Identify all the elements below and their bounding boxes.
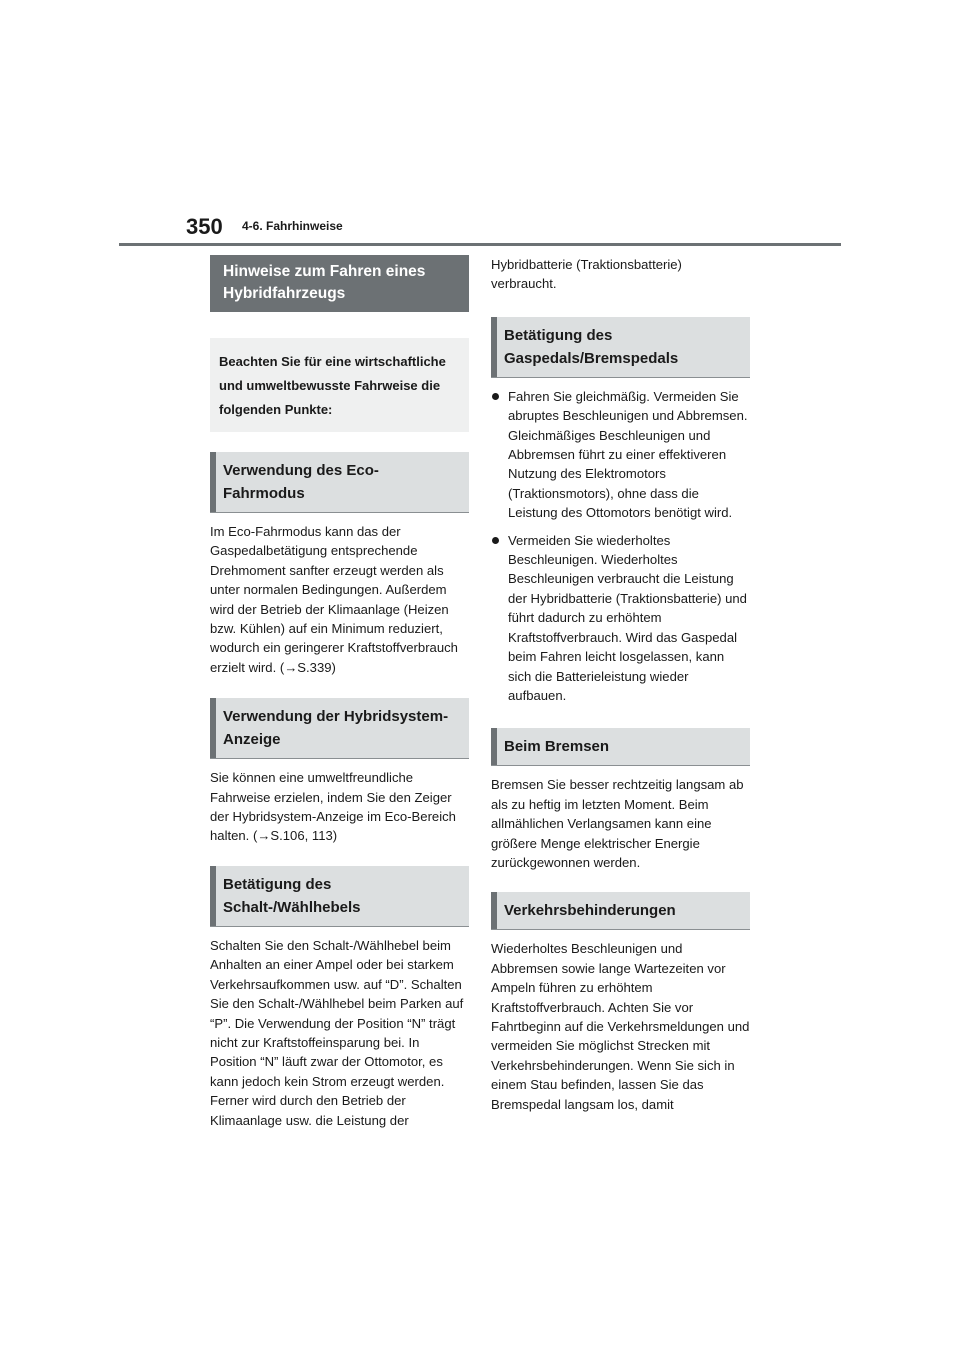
paragraph-eco-mode: Im Eco-Fahrmodus kann das der Gaspedalbetätigung entsprechende Drehmoment sanfter erzeugt werden als unter normalen Bedingungen. Außerdem wird der Betrieb der Klimaanlage (Heizen bzw. Kühlen) auf ein Minimum reduziert, wodurch ein geringerer Kraftstoffverbrauch erzielt wird. (→S.339) [210, 524, 458, 675]
heading-braking: Beim Bremsen [491, 728, 750, 766]
list-item [491, 531, 750, 706]
paragraph-hybrid-indicator: Sie können eine umweltfreundliche Fahrweise erzielen, indem Sie den Zeiger der Hybridsystem-Anzeige im Eco-Bereich halten. (→S.106, 113) [210, 770, 456, 844]
page-number: 350 [186, 214, 223, 239]
bullet-text: Fahren Sie gleichmäßig. Vermeiden Sie abruptes Beschleunigen und Abbremsen. Gleichmäßiges Beschleunigen und Abbremsen führt zu einer effektiveren Nutzung des Elektromotors (Traktionsmotors), ohne dass die Leistung des Ottomotors benötigt wird. [508, 388, 748, 521]
bullet-dot-icon [492, 537, 499, 544]
main-title-box: Hinweise zum Fahren eines Hybridfahrzeugs [210, 255, 469, 312]
paragraph-traffic: Wiederholtes Beschleunigen und Abbremsen sowie lange Wartezeiten vor Ampeln führen zu erhöhtem Kraftstoffverbrauch. Achten Sie vor Fahrtbeginn auf die Verkehrsmeldungen und vermeiden Sie möglichst Strecken mit Verkehrsbehinderungen. Wenn Sie sich in einem Stau befinden, lassen Sie das Bremspedal langsam los, damit [491, 941, 750, 1112]
list-item [491, 387, 750, 523]
pedal-bullet-list [491, 387, 750, 706]
heading-shift-lever: Betätigung des Schalt-/Wählhebels [210, 866, 469, 927]
paragraph-continuation: Hybridbatterie (Traktionsbatterie) verbraucht. [491, 257, 682, 292]
paragraph-shift-lever: Schalten Sie den Schalt-/Wählhebel beim Anhalten an einer Ampel oder bei starkem Verkehrsaufkommen usw. auf “D”. Schalten Sie den Schalt-/Wählhebel beim Parken auf “P”. Die Verwendung der Position “N” trägt nicht zur Kraftstoffeinsparung bei. In Position “N” läuft zwar der Ottomotor, es kann jedoch kein Strom erzeugt werden. Ferner wird durch den Betrieb der Klimaanlage usw. die Leistung der [210, 937, 464, 1128]
left-column [210, 255, 469, 1130]
bullet-dot-icon [492, 393, 499, 400]
chapter-section-label: 4-6. Fahrhinweise [242, 219, 343, 233]
right-column [491, 255, 750, 1114]
intro-box: Beachten Sie für eine wirtschaftliche und umweltbewusste Fahrweise die folgenden Punkte: [210, 338, 469, 432]
paragraph-braking: Bremsen Sie besser rechtzeitig langsam ab als zu heftig im letzten Moment. Beim allmählichen Verlangsamen kann eine größere Menge elektrischer Energie zurückgewonnen werden. [491, 777, 744, 870]
heading-traffic: Verkehrsbehinderungen [491, 892, 750, 930]
heading-pedals: Betätigung des Gaspedals/Bremspedals [491, 317, 750, 378]
heading-eco-mode: Verwendung des Eco-Fahrmodus [210, 452, 469, 513]
heading-hybrid-indicator: Verwendung der Hybridsystem-Anzeige [210, 698, 469, 759]
bullet-text: Vermeiden Sie wiederholtes Beschleunigen. Wiederholtes Beschleunigen verbraucht die Leistung der Hybridbatterie (Traktionsbatterie) und führt dadurch zu erhöhtem Kraftstoffverbrauch. Wird das Gaspedal beim Fahren leicht losgelassen, kann sich die Batterieleistung wieder aufbauen. [508, 532, 747, 703]
header-divider [119, 243, 841, 246]
